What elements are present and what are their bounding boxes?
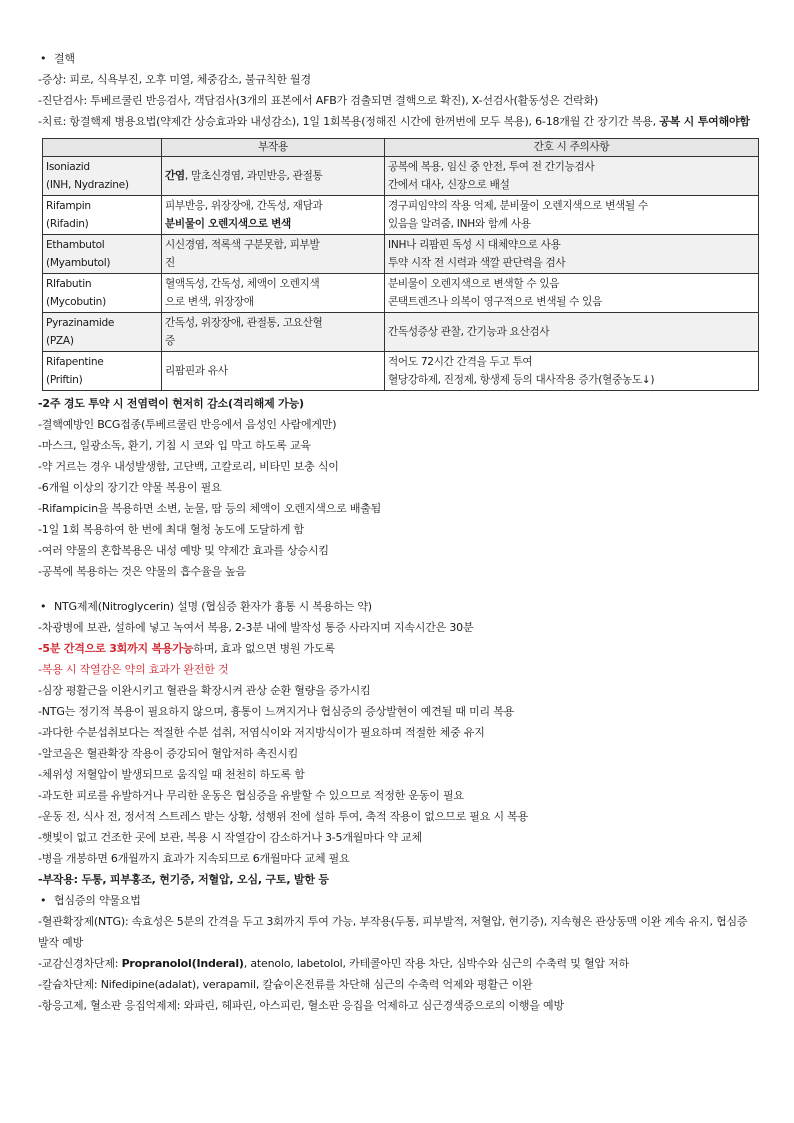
care-text: 적어도 72시간 간격을 두고 투여: [388, 356, 533, 368]
care-text: 간에서 대사, 신장으로 배설: [388, 179, 510, 191]
ntg-dose-rest: 하며, 효과 없으면 병원 가도록: [193, 642, 335, 655]
tb-treatment: [38, 111, 756, 132]
drug-alias: (PZA): [46, 335, 74, 347]
drug-name: Isoniazid: [46, 161, 90, 173]
angina-heading: • 협심증의 약물요법: [38, 890, 756, 911]
tb-heading: • 결핵: [38, 48, 756, 69]
effects-bold: 간염: [165, 170, 185, 182]
effects-cell: [162, 235, 385, 274]
tb-note-bold: -2주 경도 투약 시 전염력이 현저히 감소(격리해제 가능): [38, 397, 304, 410]
ntg-heading: • NTG제제(Nitroglycerin) 설명 (협심증 환자가 흉통 시 복용하는 약): [38, 596, 756, 617]
ntg-line: -운동 전, 식사 전, 정서적 스트레스 받는 상황, 성행위 전에 설하 투여, 축적 작용이 없으므로 필요 시 복용: [38, 810, 529, 823]
care-cell: [385, 235, 759, 274]
tb-note: -6개월 이상의 장기간 약물 복용이 필요: [38, 481, 222, 494]
tb-symptoms: -증상: 피로, 식욕부진, 오후 미열, 체중감소, 불규칙한 월경: [38, 73, 311, 86]
care-text: 경구피임약의 작용 억제, 분비물이 오렌지색으로 변색될 수: [388, 200, 648, 212]
ntg-dose-highlight: -5분 간격으로 3회까지 복용가능: [38, 642, 194, 655]
effects-cell: [162, 313, 385, 352]
tb-note: -약 거르는 경우 내성발생함, 고단백, 고칼로리, 비타민 보충 식이: [38, 460, 339, 473]
ntg-dose-line: [38, 638, 756, 659]
tb-note: -마스크, 일광소독, 환기, 기침 시 코와 입 막고 하도록 교육: [38, 439, 311, 452]
effects-cell: [162, 196, 385, 235]
angina-ccb: -칼슘차단제: Nifedipine(adalat), verapamil, 칼슘이온전류를 차단해 심근의 수축력 억제와 평활근 이완: [38, 978, 533, 991]
care-cell: [385, 157, 759, 196]
tb-treatment-text: -치료: 항결핵제 병용요법(약제간 상승효과와 내성감소), 1일 1회복용(정해진 시간에 한꺼번에 모두 복용), 6-18개월 간 장기간 복용,: [38, 115, 660, 128]
effects-text: 진: [165, 257, 175, 269]
effects-text: 시신경염, 적록색 구분못함, 피부발: [165, 239, 320, 251]
table-header-row: [43, 139, 759, 157]
drug-name-cell: [43, 313, 162, 352]
tb-note: -공복에 복용하는 것은 약물의 흡수율을 높음: [38, 565, 246, 578]
care-text: 공복에 복용, 임신 중 안전, 투여 전 간기능검사: [388, 161, 595, 173]
care-text: 분비물이 오렌지색으로 변색할 수 있음: [388, 278, 560, 290]
ntg-side-effects: -부작용: 두통, 피부홍조, 현기증, 저혈압, 오심, 구토, 발한 등: [38, 873, 329, 886]
effects-text-bold: 분비물이 오렌지색으로 변색: [165, 218, 291, 230]
ntg-line: -심장 평활근을 이완시키고 혈관을 확장시켜 관상 순환 혈량을 증가시킴: [38, 684, 371, 697]
tb-note: -여러 약물의 혼합복용은 내성 예방 및 약제간 효과를 상승시킴: [38, 544, 329, 557]
drug-alias: (Myambutol): [46, 257, 111, 269]
effects-text: 으로 변색, 위장장애: [165, 296, 254, 308]
ntg-line: -차광병에 보관, 설하에 넣고 녹여서 복용, 2-3분 내에 발작성 통증 사라지며 지속시간은 30분: [38, 621, 474, 634]
tb-note: -결핵예방인 BCG접종(투베르쿨린 반응에서 음성인 사람에게만): [38, 418, 337, 431]
drug-name-cell: [43, 274, 162, 313]
care-cell: [385, 196, 759, 235]
care-text: 혈당강하제, 진정제, 항생제 등의 대사작용 증가(혈중농도↓): [388, 374, 655, 386]
ntg-line: -과도한 피로를 유발하거나 무리한 운동은 협심증을 유발할 수 있으므로 적정한 운동이 필요: [38, 789, 464, 802]
drug-alias: (Priftin): [46, 374, 83, 386]
ntg-line: -NTG는 정기적 복용이 필요하지 않으며, 흉통이 느껴지거나 협심증의 증상발현이 예견될 때 미리 복용: [38, 705, 515, 718]
drug-name-cell: [43, 157, 162, 196]
beta-label: -교감신경차단제:: [38, 957, 122, 970]
table-header-effects: 부작용: [162, 139, 385, 157]
tb-note: -Rifampicin을 복용하면 소변, 눈물, 땀 등의 체액이 오렌지색으로 배출됨: [38, 502, 382, 515]
drug-name: Pyrazinamide: [46, 317, 115, 329]
table-row: [43, 352, 759, 391]
table-row: [43, 196, 759, 235]
effects-text: , 말초신경염, 과민반응, 관절통: [184, 170, 323, 182]
document-page: [38, 48, 756, 1016]
drug-name: Rifapentine: [46, 356, 104, 368]
effects-cell: [162, 274, 385, 313]
drug-name: Rifampin: [46, 200, 91, 212]
care-text: 간독성증상 관찰, 간기능과 요산검사: [388, 326, 550, 338]
ntg-line: -과다한 수분섭취보다는 적절한 수분 섭취, 저염식이와 저지방식이가 필요하며 적절한 체중 유지: [38, 726, 485, 739]
ntg-line: -햇빛이 없고 건조한 곳에 보관, 복용 시 작열감이 감소하거나 3-5개월마다 약 교체: [38, 831, 422, 844]
effects-text: 리팜핀과 유사: [165, 365, 228, 377]
table-row: [43, 235, 759, 274]
effects-cell: [162, 352, 385, 391]
drug-alias: (Rifadin): [46, 218, 89, 230]
effects-text: 혈액독성, 간독성, 체액이 오렌지색: [165, 278, 320, 290]
ntg-line: -알코올은 혈관확장 작용이 증강되어 혈압저하 촉진시킴: [38, 747, 299, 760]
table-row: [43, 157, 759, 196]
beta-drug-bold: Propranolol(Inderal): [121, 957, 244, 970]
tb-treatment-bold: 공복 시 투여해야함: [659, 115, 750, 128]
drug-name: RIfabutin: [46, 278, 92, 290]
drug-name-cell: [43, 235, 162, 274]
ntg-burning-line: [38, 659, 756, 680]
table-row: [43, 274, 759, 313]
angina-anticoag: -항응고제, 혈소판 응집억제제: 와파린, 헤파린, 아스피린, 혈소판 응집을 억제하고 심근경색증으로의 이행을 예방: [38, 999, 564, 1012]
ntg-burning-highlight: -복용 시 작열감은 약의 효과가 완전한 것: [38, 663, 229, 676]
table-row: [43, 313, 759, 352]
table-header-care: 간호 시 주의사항: [385, 139, 759, 157]
care-text: 있음을 알려줌, INH와 함께 사용: [388, 218, 531, 230]
ntg-line: -병을 개봉하면 6개월까지 효과가 지속되므로 6개월마다 교체 필요: [38, 852, 350, 865]
angina-vasodilator: -혈관확장제(NTG): 속효성은 5분의 간격을 두고 3회까지 투여 가능, 부작용(두통, 피부발적, 저혈압, 현기증), 지속형은 관상동맥 이완 계속 유지, 협심증 발작 예방: [38, 915, 748, 949]
drug-name-cell: [43, 352, 162, 391]
care-text: INH나 리팜핀 독성 시 대체약으로 사용: [388, 239, 561, 251]
care-cell: [385, 274, 759, 313]
table-header-drug: [43, 139, 162, 157]
effects-text: 증: [165, 335, 175, 347]
care-text: 투약 시작 전 시력과 색깔 판단력을 검사: [388, 257, 566, 269]
drug-name: Ethambutol: [46, 239, 105, 251]
effects-text: 피부반응, 위장장애, 간독성, 재담과: [165, 200, 323, 212]
tb-note: -1일 1회 복용하여 한 번에 최대 혈청 농도에 도달하게 함: [38, 523, 304, 536]
beta-rest: , atenolo, labetolol, 카테콜아민 작용 차단, 심박수와 심근의 수축력 및 혈압 저하: [243, 957, 629, 970]
drug-table: [42, 138, 759, 391]
care-text: 콘택트렌즈나 의복이 영구적으로 변색될 수 있음: [388, 296, 603, 308]
drug-alias: (Mycobutin): [46, 296, 106, 308]
tb-diagnosis: -진단검사: 투베르쿨린 반응검사, 객담검사(3개의 표본에서 AFB가 검출되면 결핵으로 확진), X-선검사(활동성은 건락화): [38, 94, 599, 107]
effects-cell: [162, 157, 385, 196]
ntg-line: -체위성 저혈압이 발생되므로 움직일 때 천천히 하도록 함: [38, 768, 305, 781]
effects-text: 간독성, 위장장애, 관절통, 고요산혈: [165, 317, 323, 329]
section-gap: [38, 582, 756, 596]
care-cell: [385, 352, 759, 391]
drug-alias: (INH, Nydrazine): [46, 179, 129, 191]
care-cell: [385, 313, 759, 352]
angina-beta-blocker: [38, 953, 756, 974]
drug-name-cell: [43, 196, 162, 235]
